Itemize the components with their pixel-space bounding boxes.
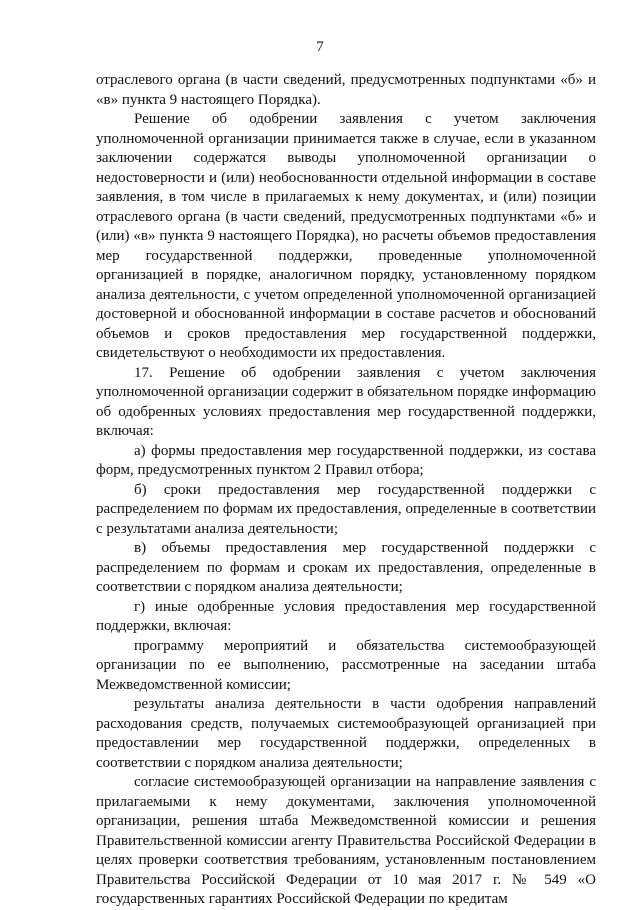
paragraph: Решение об одобрении заявления с учетом заключения уполномоченной организации принимается также в случае, если в указанном заключении содержатся выводы уполномоченной организации о недостоверности и (или) необоснованности отдельной информации в составе заявления, в том числе в прилагаемых к нему документах, и (или) позиции отраслевого органа (в части сведений, предусмотренных подпунктами «б» и (или) «в» пункта 9 настоящего Порядка), но расчеты объемов предоставления мер государственной поддержки, проведенные уполномоченной организацией в порядке, аналогичном порядку, установленному порядком анализа деятельности, с учетом определенной уполномоченной организацией достоверной и обоснованной информации в составе расчетов и обоснований объемов и сроков предоставления мер государственной поддержки, свидетельствуют о необходимости их предоставления. <box>96 111 596 361</box>
paragraph: г) иные одобренные условия предоставления мер государственной поддержки, включая: <box>96 598 596 634</box>
paragraph: отраслевого органа (в части сведений, предусмотренных подпунктами «б» и «в» пункта 9 настоящего Порядка). <box>96 72 596 108</box>
paragraph: б) сроки предоставления мер государственной поддержки с распределением по формам их предоставления, определенные в соответствии с результатами анализа деятельности; <box>96 481 596 537</box>
document-body <box>96 71 596 910</box>
page-number: 7 <box>316 39 324 55</box>
paragraph: 17. Решение об одобрении заявления с учетом заключения уполномоченной организации содержит в обязательном порядке информацию об одобренных условиях предоставления мер государственной поддержки, включая: <box>96 364 596 439</box>
paragraph: а) формы предоставления мер государственной поддержки, из состава форм, предусмотренных пунктом 2 Правил отбора; <box>96 442 596 478</box>
paragraph: в) объемы предоставления мер государственной поддержки с распределением по формам и срокам их предоставления, определенные в соответствии с порядком анализа деятельности; <box>96 540 596 595</box>
paragraph: программу мероприятий и обязательства системообразующей организации по ее выполнению, рассмотренные на заседании штаба Межведомственной комиссии; <box>96 637 596 693</box>
paragraph: результаты анализа деятельности в части одобрения направлений расходования средств, получаемых системообразующей организацией при предоставлении мер государственной поддержки, определенных в соответствии с порядком анализа деятельности; <box>96 696 596 771</box>
paragraph: согласие системообразующей организации на направление заявления с прилагаемыми к нему документами, заключения уполномоченной организации, решения штаба Межведомственной комиссии и решения Правительственной комиссии агенту Правительства Российской Федерации в целях проверки соответствия требованиям, установленным постановлением Правительства Российской Федерации от 10 мая 2017 г. № 549 «О государственных гарантиях Российской Федерации по кредитам <box>96 774 596 907</box>
